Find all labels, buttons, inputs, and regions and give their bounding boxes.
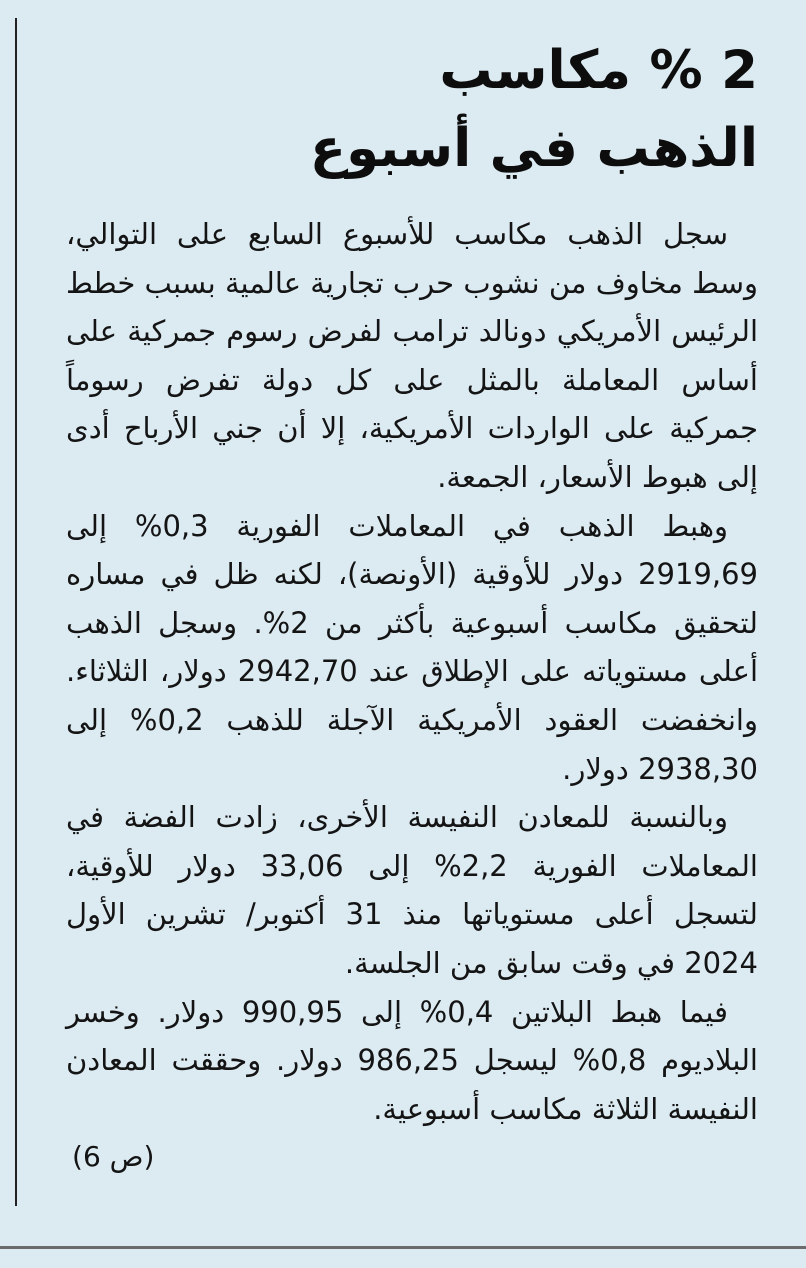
headline-line-2: الذهب في أسبوع	[309, 118, 758, 179]
article-paragraph-4: فيما هبط البلاتين 0,4% إلى 990,95 دولار. وخسر البلاديوم 0,8% ليسجل 986,25 دولار. وحققت المعادن النفيسة الثلاثة مكاسب أسبوعية.	[66, 994, 758, 1126]
headline-line-1: 2 % مكاسب	[439, 40, 758, 101]
article-paragraph-3: وبالنسبة للمعادن النفيسة الأخرى، زادت الفضة في المعاملات الفورية 2,2% إلى 33,06 دولار للأوقية، لتسجل أعلى مستوياتها منذ 31 أكتوبر/ تشرين الأول 2024 في وقت سابق من الجلسة.	[66, 800, 758, 980]
article-body	[66, 210, 758, 1181]
page-reference: (ص 6)	[72, 1140, 155, 1174]
article-headline	[66, 32, 758, 188]
news-article	[66, 32, 758, 1181]
article-paragraph-1: سجل الذهب مكاسب للأسبوع السابع على التوالي، وسط مخاوف من نشوب حرب تجارية عالمية بسبب خطط الرئيس الأمريكي دونالد ترامب لفرض رسوم جمركية على أساس المعاملة بالمثل على كل دولة تفرض رسوماً جمركية على الواردات الأمريكية، إلا أن جني الأرباح أدى إلى هبوط الأسعار، الجمعة.	[66, 217, 758, 494]
article-paragraph-2: وهبط الذهب في المعاملات الفورية 0,3% إلى 2919,69 دولار للأوقية (الأونصة)، لكنه ظل في مساره لتحقيق مكاسب أسبوعية بأكثر من 2%. وسجل الذهب أعلى مستوياته على الإطلاق عند 2942,70 دولار، الثلاثاء. وانخفضت العقود الأمريكية الآجلة للذهب 0,2% إلى 2938,30 دولار.	[66, 508, 758, 786]
bottom-divider	[0, 1246, 806, 1249]
column-rule	[15, 18, 17, 1206]
